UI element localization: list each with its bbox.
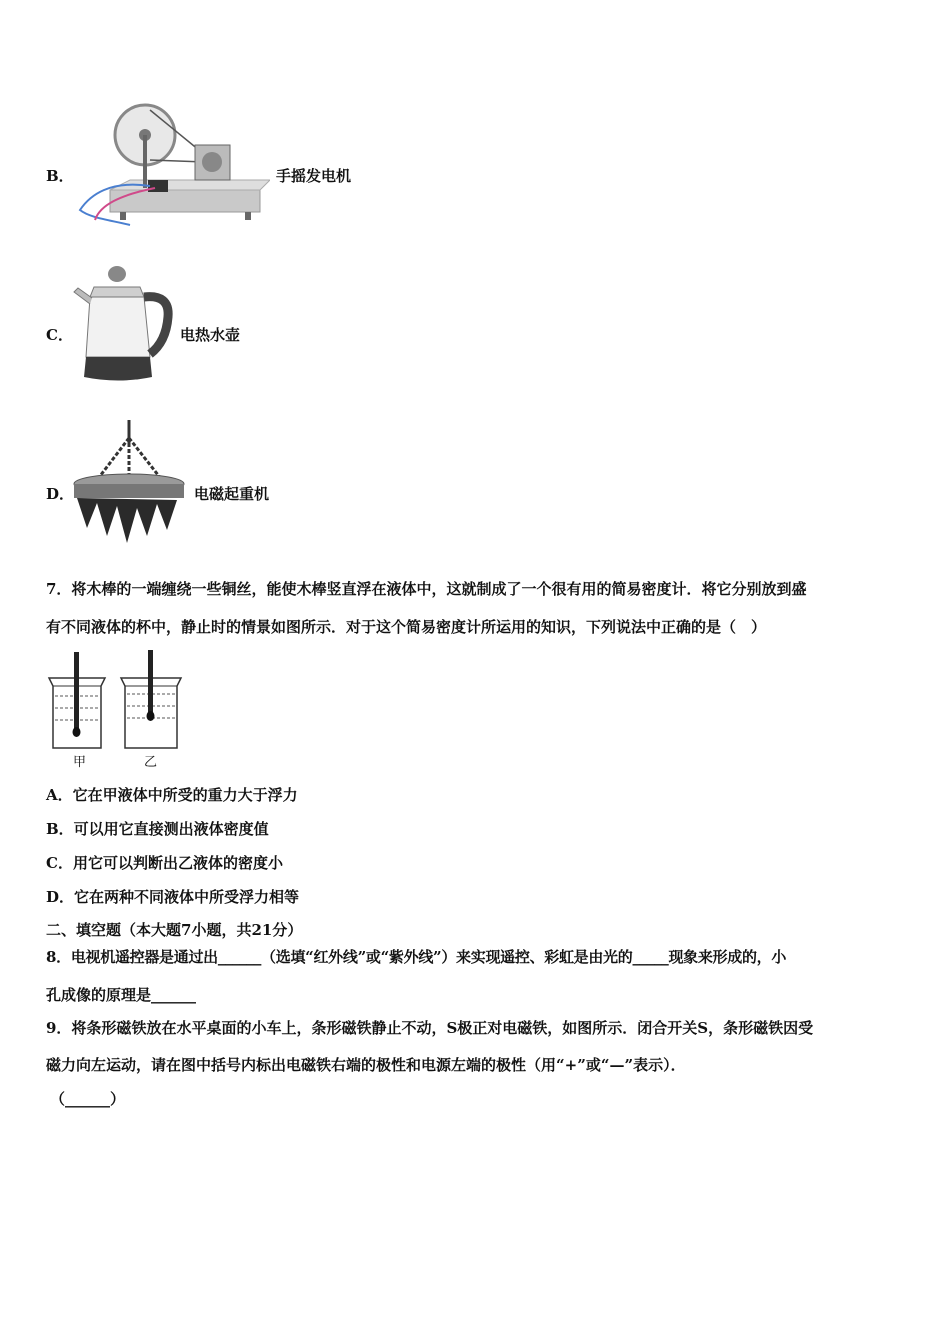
electric-kettle-image (72, 262, 177, 387)
q7-option-d: D．它在两种不同液体中所受浮力相等 (46, 888, 300, 906)
q9-stem-line1: 9．将条形磁铁放在水平桌面的小车上，条形磁铁静止不动，S极正对电磁铁，如图所示．闭合开关S，条形磁铁因受 (46, 1019, 814, 1037)
q9-stem-line2: 磁力向左运动，请在图中括号内标出电磁铁右端的极性和电源左端的极性（用“+”或“—”表示）． (46, 1056, 686, 1074)
q9-answer-blank[interactable]: （______） (50, 1090, 126, 1108)
section2-heading: 二、填空题（本大题7小题，共21分） (46, 921, 303, 939)
option-b-label: 手摇发电机 (276, 167, 352, 185)
option-b-letter: B． (46, 167, 74, 185)
option-d-letter: D． (46, 485, 75, 503)
option-c-label: 电热水壶 (180, 326, 241, 344)
q7-option-c: C．用它可以判断出乙液体的密度小 (46, 854, 283, 872)
q7-stem-line1: 7．将木棒的一端缠绕一些铜丝，能使木棒竖直浮在液体中，这就制成了一个很有用的简易密度计．将它分别放到盛 (46, 580, 807, 598)
q7-stem-line2: 有不同液体的杯中，静止时的情景如图所示．对于这个简易密度计所运用的知识，下列说法中正确的是（ ） (46, 618, 767, 636)
q8-stem-line2: 孔成像的原理是______ (46, 986, 197, 1004)
figure-label-yi: 乙 (144, 755, 158, 770)
option-d-label: 电磁起重机 (194, 485, 270, 503)
beaker-jia (49, 652, 105, 748)
hand-generator-image (70, 100, 270, 235)
electromagnetic-crane-image (72, 418, 187, 548)
option-c-letter: C． (46, 326, 73, 344)
q7-option-a: A．它在甲液体中所受的重力大于浮力 (46, 786, 298, 804)
beaker-yi (121, 650, 181, 748)
figure-label-jia: 甲 (73, 755, 87, 770)
density-meter-figure (45, 650, 190, 770)
q7-option-b: B．可以用它直接测出液体密度值 (46, 820, 269, 838)
q8-stem-line1: 8．电视机遥控器是通过出______（选填“红外线”或“紫外线”）来实现遥控、彩虹是由光的_____现象来形成的，小 (46, 948, 787, 966)
